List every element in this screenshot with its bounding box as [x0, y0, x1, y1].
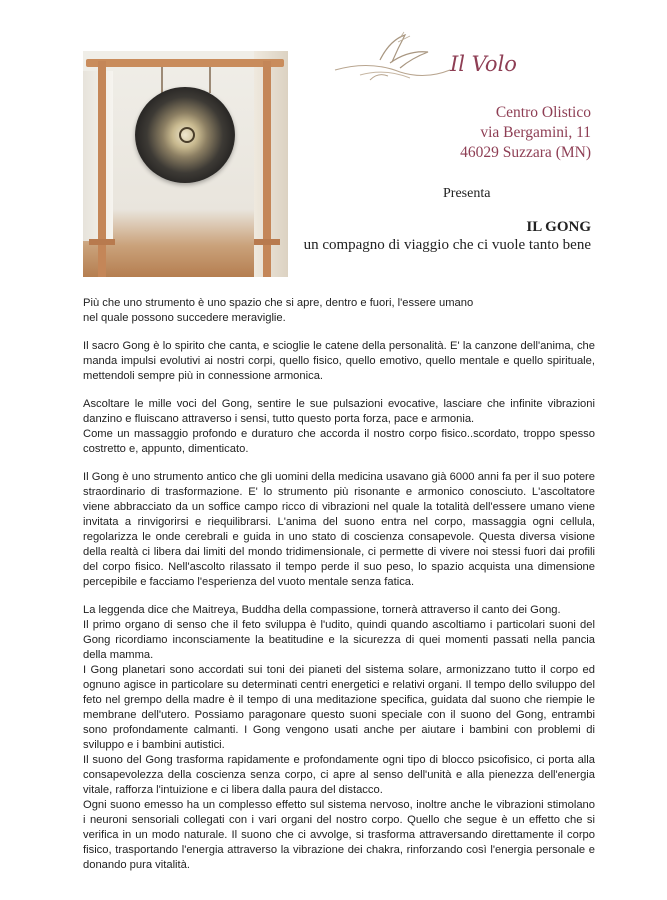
title-subtitle: un compagno di viaggio che ci vuole tanto bene — [303, 237, 591, 253]
paragraph-line: Il sacro Gong è lo spirito che canta, e scioglie le catene della personalità. E' la canzone dell'anima, che manda impulsi evolutivi ai nostri corpi, quello fisico, quello emotivo, quello mentale e quello spirituale, mettendoli sempre più in connessione armonica. — [83, 340, 595, 382]
paragraph-line: Come un massaggio profondo e duraturo che accorda il nostro corpo fisico..scordato, troppo spesso costretto e, appunto, dimenticato. — [83, 428, 595, 455]
bird-logo-icon — [330, 30, 455, 90]
paragraph-1 — [83, 296, 595, 326]
document-title — [304, 218, 591, 254]
title-main: IL GONG — [526, 219, 591, 235]
gong-rope-right — [209, 67, 211, 93]
paragraph-line: Il primo organo di senso che il feto sviluppa è l'udito, quindi quando ascoltiamo i particolari suoni del Gong ricordiamo inconsciamente la beatitudine e la sicurezza di quei momenti passati nella pancia della mamma. — [83, 619, 595, 661]
presenta-label: Presenta — [443, 186, 491, 201]
gong-stand-top — [86, 59, 284, 67]
address-line-1: Centro Olistico — [495, 104, 591, 121]
paragraph-line: Più che uno strumento è uno spazio che si apre, dentro e fuori, l'essere umano — [83, 297, 474, 309]
gong-stand-left-foot — [89, 239, 115, 245]
gong — [135, 87, 235, 183]
address-block — [460, 103, 591, 163]
paragraph-4 — [83, 470, 595, 590]
gong-symbol — [179, 127, 195, 143]
paragraph-5 — [83, 603, 595, 873]
paragraph-3 — [83, 397, 595, 457]
paragraph-line: Il suono del Gong trasforma rapidamente e profondamente ogni tipo di blocco psicofisico, ci porta alla consapevolezza della coscienza senza corpo, ci apre al senso dell'unità e alla pienezza dell'energia vitale, rafforza l'intuizione e ci libera dalla paura del distacco. — [83, 754, 595, 796]
paragraph-line: La leggenda dice che Maitreya, Buddha della compassione, tornerà attraverso il canto dei Gong. — [83, 604, 561, 616]
paragraph-line: Ascoltare le mille voci del Gong, sentire le sue pulsazioni evocative, lasciare che infinite vibrazioni danzino e fluiscano attraverso i sensi, tutto questo porta forza, pace e armonia. — [83, 398, 595, 425]
paragraph-2 — [83, 339, 595, 384]
gong-stand-right-foot — [254, 239, 280, 245]
brand-name: Il Volo — [450, 52, 517, 76]
gong-rope-left — [161, 67, 163, 93]
address-line-2: via Bergamini, 11 — [480, 124, 591, 141]
paragraph-line: I Gong planetari sono accordati sui toni dei pianeti del sistema solare, armonizzano tutto il corpo ed ognuno agisce in particolare su determinati centri energetici e relativi organi. Il tempo dello sviluppo del feto nel grempo della madre è il tempo di una meditazione specifica, guidata dal suono che riempie le membrane dell'utero. Possiamo paragonare questo suoni speciale con il suono del Gong, entrambi sono profondamente calmanti. I Gong vengono usati anche per aiutare i bambini con problemi di sviluppo e i bambini autistici. — [83, 664, 595, 751]
address-line-3: 46029 Suzzara (MN) — [460, 144, 591, 161]
gong-photo — [83, 51, 288, 277]
body-text — [83, 296, 595, 873]
paragraph-line: Ogni suono emesso ha un complesso effetto sul sistema nervoso, inoltre anche le vibrazioni stimolano i neuroni sensoriali collegati con i vari organi del nostro corpo. Quello che segue è un effetto che si verifica in un modo naturale. Il suono che ci avvolge, si trasforma attraversando direttamente il corpo fisico, trasportando l'energia attraverso la vibrazione dei chakra, rinforzando così l'energia personale e donando pura vitalità. — [83, 799, 595, 871]
paragraph-line: nel quale possono succedere meraviglie. — [83, 312, 286, 324]
paragraph-line: Il Gong è uno strumento antico che gli uomini della medicina usavano già 6000 anni fa per il suo potere straordinario di trasformazione. E' lo strumento più risonante e armonico conosciuto. L'ascoltatore viene abbracciato da un soffice campo ricco di vibrazioni nel quale la totalità dell'essere umano viene invitata a rinvigorirsi e riequilibrarsi. L'anima del suono entra nel corpo, massaggia ogni cellula, regolarizza le onde cerebrali e guida in uno stato di coscienza consapevole. Questa diversa visione della realtà ci libera dai limiti del mondo tridimensionale, ci permette di vivere noi stessi fuori dai profili del corpo fisico. Nell'ascolto rilassato il tempo perde il suo peso, lo spazio acquista una dimensione percepibile e facciamo l'esperienza del vuoto mentale senza fatica. — [83, 471, 595, 588]
